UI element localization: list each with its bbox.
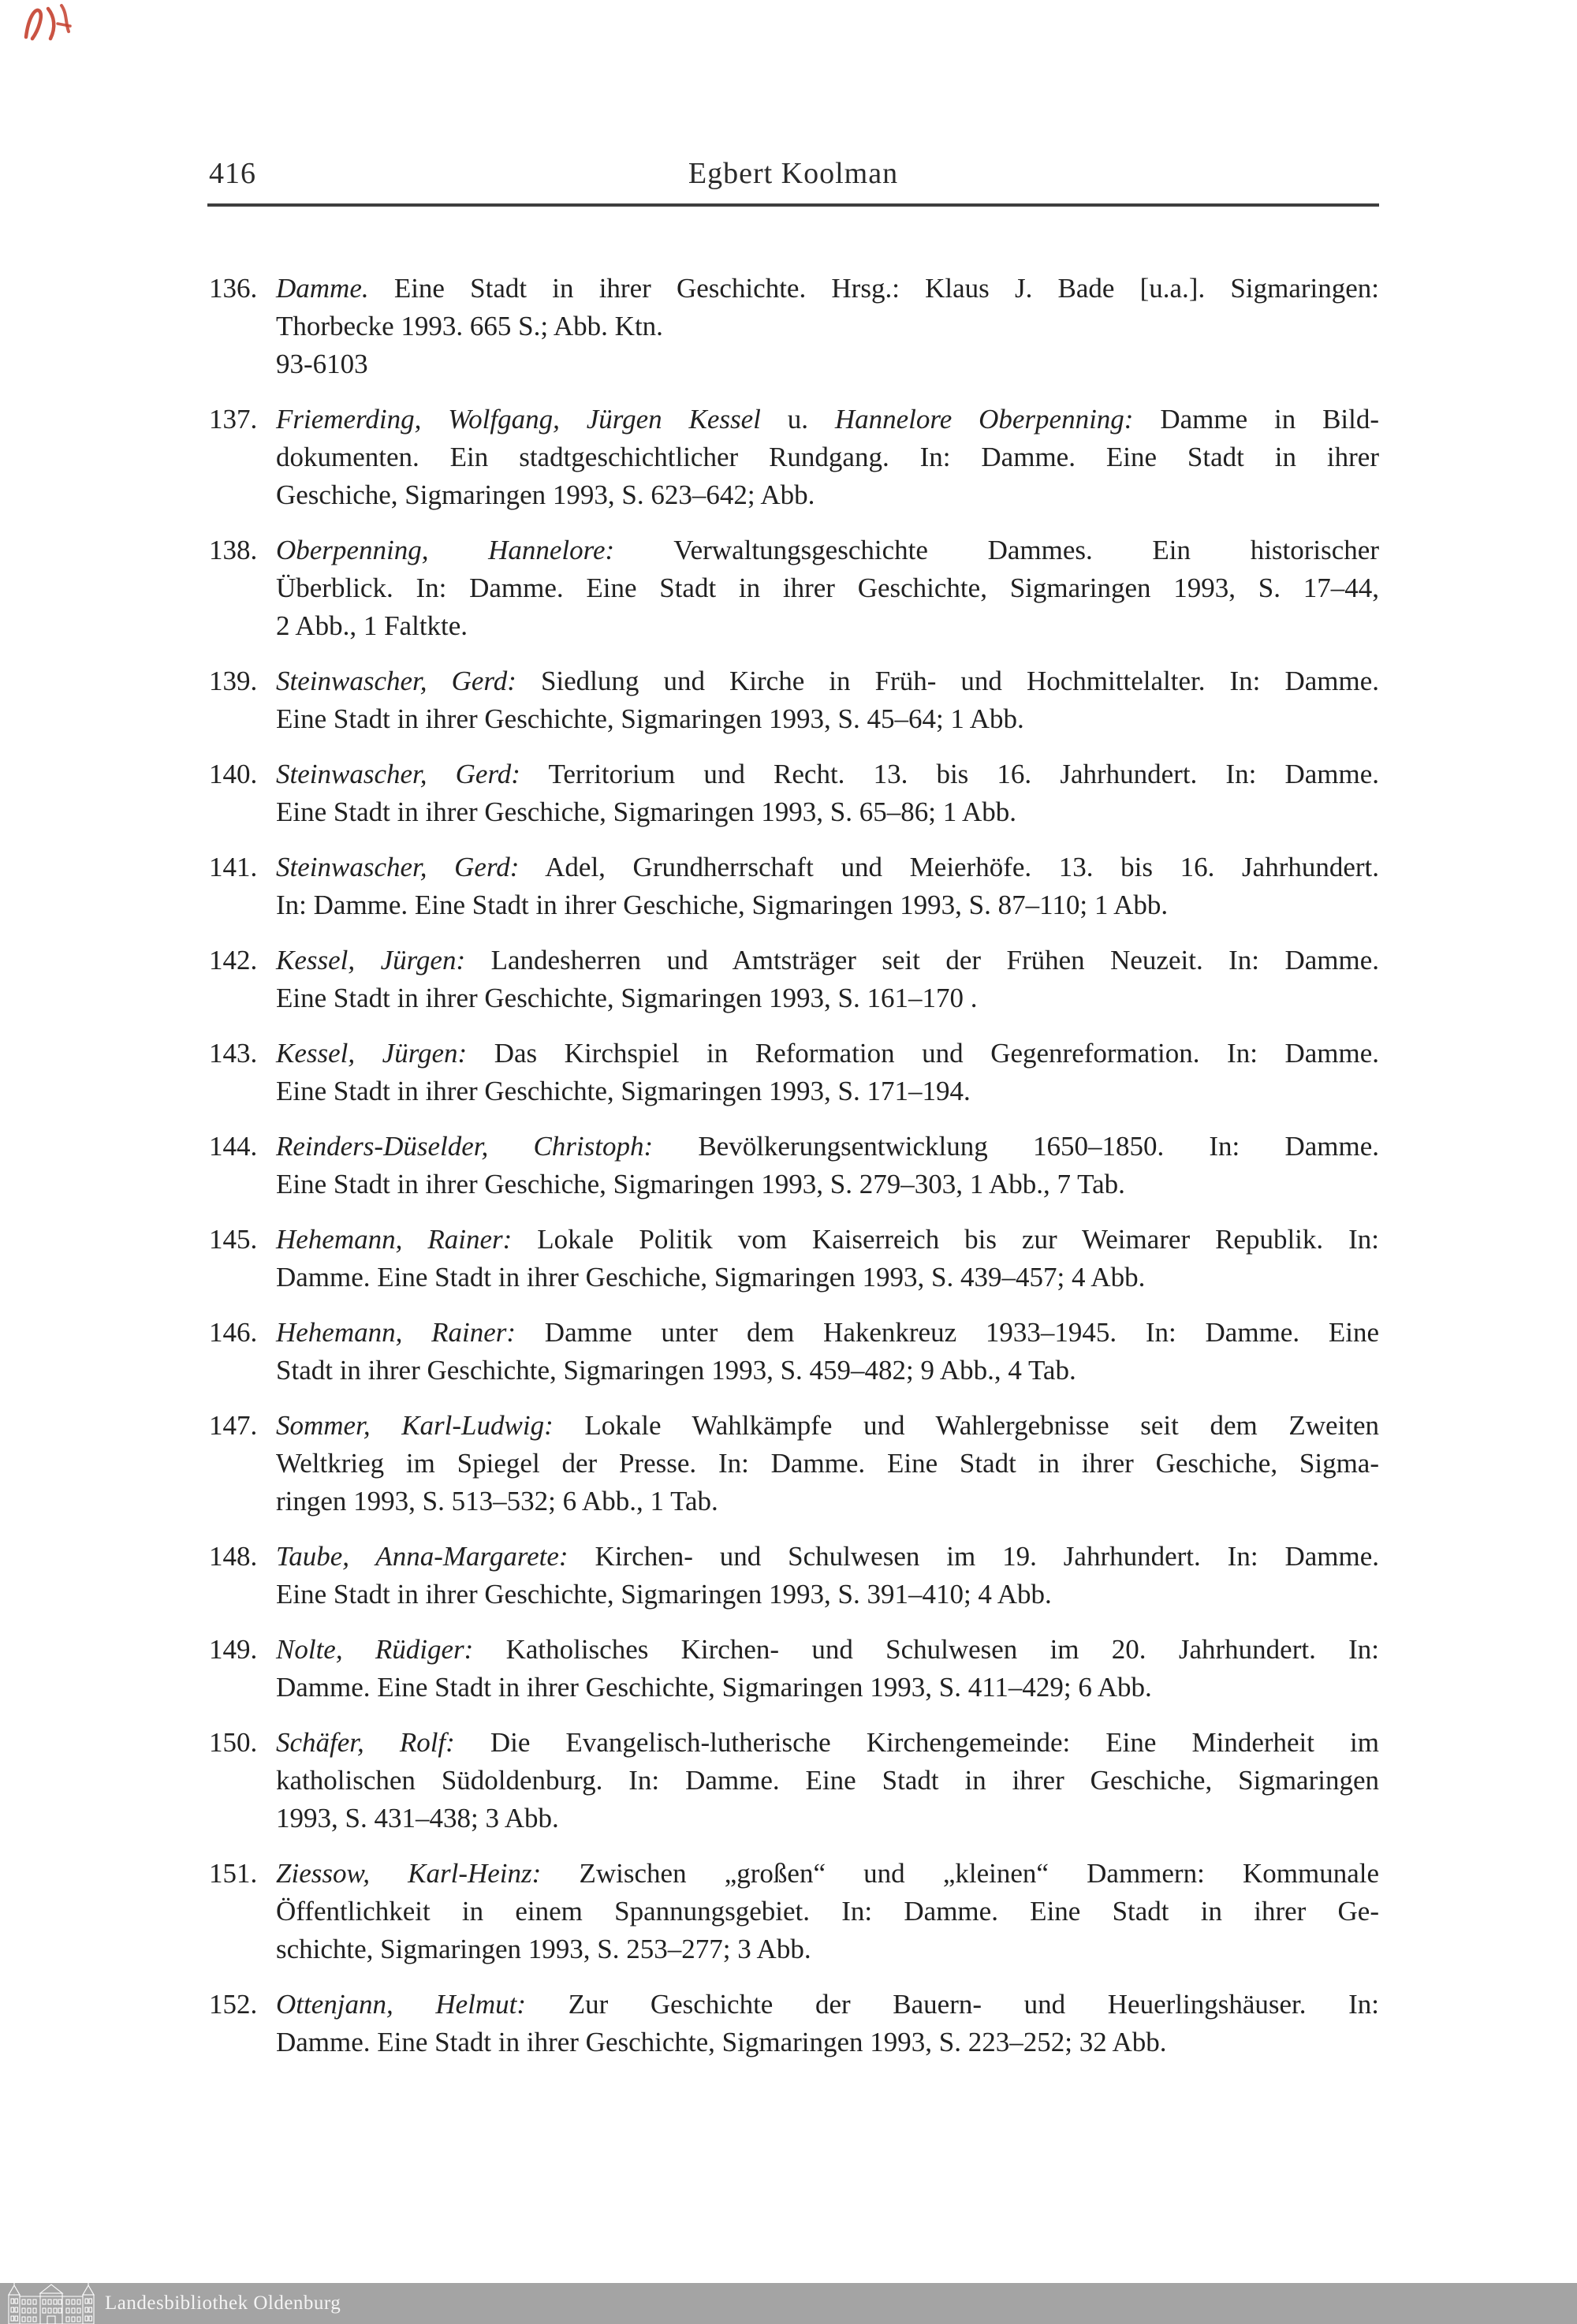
entry-line: 2 Abb., 1 Faltkte.: [276, 610, 468, 641]
entry-number: 150.: [209, 1727, 258, 1758]
entry-line: dokumenten. Ein stadtgeschichtlicher Rundgang. In: Damme. Eine Stadt in ihrer: [276, 442, 1379, 472]
entry-line: Kessel, Jürgen: Das Kirchspiel in Reformation und Gegenreformation. In: Damme.: [276, 1038, 1379, 1069]
entry-line: schichte, Sigmaringen 1993, S. 253–277; 3 Abb.: [276, 1934, 811, 1964]
entry-number: 148.: [209, 1541, 258, 1572]
entry-number: 147.: [209, 1410, 258, 1441]
entry-line: Überblick. In: Damme. Eine Stadt in ihrer Geschichte, Sigmaringen 1993, S. 17–44,: [276, 573, 1379, 603]
header-rule: [207, 203, 1379, 207]
running-header: Egbert Koolman: [688, 157, 899, 190]
entry-line: Taube, Anna-Margarete: Kirchen- und Schulwesen im 19. Jahrhundert. In: Damme.: [276, 1541, 1379, 1572]
bib-entry: [207, 1314, 1379, 1390]
bib-entry: [207, 1986, 1379, 2061]
entry-line: Damme. Eine Stadt in ihrer Geschichte, Sigmaringen 1993, S. 411–429; 6 Abb.: [276, 1672, 1152, 1703]
entry-number: 144.: [209, 1131, 258, 1162]
entry-line: Damme. Eine Stadt in ihrer Geschiche, Sigmaringen 1993, S. 439–457; 4 Abb.: [276, 1262, 1146, 1293]
entry-line: Eine Stadt in ihrer Geschichte, Sigmaringen 1993, S. 161–170 .: [276, 983, 978, 1013]
entry-number: 152.: [209, 1989, 258, 2020]
bib-entry: [207, 1221, 1379, 1296]
entry-line: Thorbecke 1993. 665 S.; Abb. Ktn.: [276, 311, 663, 341]
entry-line: Nolte, Rüdiger: Katholisches Kirchen- und Schulwesen im 20. Jahrhundert. In:: [276, 1634, 1379, 1665]
entry-number: 146.: [209, 1317, 258, 1348]
bib-entry: [207, 1724, 1379, 1837]
red-ink-marks-icon: [21, 2, 77, 47]
entry-line: Eine Stadt in ihrer Geschiche, Sigmaringen 1993, S. 65–86; 1 Abb.: [276, 796, 1017, 827]
entry-number: 149.: [209, 1634, 258, 1665]
entry-line: Geschiche, Sigmaringen 1993, S. 623–642; Abb.: [276, 479, 815, 510]
bib-entry: [207, 1035, 1379, 1110]
page-number: 416: [209, 157, 256, 190]
entry-line: Ottenjann, Helmut: Zur Geschichte der Bauern- und Heuerlingshäuser. In:: [276, 1989, 1379, 2020]
entry-line: katholischen Südoldenburg. In: Damme. Eine Stadt in ihrer Geschiche, Sigmaringen: [276, 1765, 1379, 1796]
bib-entry: [207, 1538, 1379, 1613]
entry-line: Eine Stadt in ihrer Geschichte, Sigmaringen 1993, S. 171–194.: [276, 1076, 971, 1106]
page-content: [207, 0, 1379, 2079]
entry-number: 141.: [209, 852, 258, 882]
entry-line: Schäfer, Rolf: Die Evangelisch-lutherische Kirchengemeinde: Eine Minderheit im: [276, 1727, 1379, 1758]
library-name: Landesbibliothek Oldenburg: [105, 2292, 341, 2314]
bib-entry: [207, 662, 1379, 738]
entry-line: Steinwascher, Gerd: Territorium und Recht. 13. bis 16. Jahrhundert. In: Damme.: [276, 759, 1379, 789]
entry-line: ringen 1993, S. 513–532; 6 Abb., 1 Tab.: [276, 1486, 718, 1516]
bib-entry: [207, 532, 1379, 645]
entry-line: Eine Stadt in ihrer Geschichte, Sigmaringen 1993, S. 45–64; 1 Abb.: [276, 703, 1024, 734]
bib-entry: [207, 1855, 1379, 1968]
bib-entry: [207, 942, 1379, 1017]
bib-entry: [207, 849, 1379, 924]
entry-number: 143.: [209, 1038, 258, 1069]
entry-line: Damme. Eine Stadt in ihrer Geschichte, Sigmaringen 1993, S. 223–252; 32 Abb.: [276, 2027, 1167, 2057]
page-header: [207, 156, 1379, 192]
entry-number: 145.: [209, 1224, 258, 1255]
entry-number: 138.: [209, 535, 258, 565]
entry-line: 93-6103: [276, 349, 368, 379]
entry-line: Oberpenning, Hannelore: Verwaltungsgeschichte Dammes. Ein historischer: [276, 535, 1379, 565]
entry-line: Eine Stadt in ihrer Geschiche, Sigmaringen 1993, S. 279–303, 1 Abb., 7 Tab.: [276, 1169, 1125, 1199]
entry-line: Sommer, Karl-Ludwig: Lokale Wahlkämpfe und Wahlergebnisse seit dem Zweiten: [276, 1410, 1379, 1441]
entry-number: 142.: [209, 945, 258, 975]
bibliography-list: [207, 270, 1379, 2061]
entry-line: Eine Stadt in ihrer Geschichte, Sigmaringen 1993, S. 391–410; 4 Abb.: [276, 1579, 1052, 1610]
bib-entry: [207, 270, 1379, 383]
entry-line: Steinwascher, Gerd: Siedlung und Kirche in Früh- und Hochmittelalter. In: Damme.: [276, 666, 1380, 696]
bib-entry: [207, 1631, 1379, 1707]
bib-entry: [207, 401, 1379, 514]
entry-number: 137.: [209, 404, 258, 435]
entry-line: Weltkrieg im Spiegel der Presse. In: Damme. Eine Stadt in ihrer Geschiche, Sigma-: [276, 1448, 1379, 1479]
library-building-icon: [6, 2283, 96, 2324]
entry-number: 139.: [209, 666, 258, 696]
entry-number: 151.: [209, 1858, 258, 1889]
entry-line: Reinders-Düselder, Christoph: Bevölkerungsentwicklung 1650–1850. In: Damme.: [276, 1131, 1379, 1162]
footer-bar: [0, 2283, 1577, 2324]
entry-line: Damme. Eine Stadt in ihrer Geschichte. Hrsg.: Klaus J. Bade [u.a.]. Sigmaringen:: [276, 273, 1379, 304]
bib-entry: [207, 755, 1379, 831]
entry-line: Friemerding, Wolfgang, Jürgen Kessel u. Hannelore Oberpenning: Damme in Bild-: [276, 404, 1380, 435]
entry-line: Steinwascher, Gerd: Adel, Grundherrschaft und Meierhöfe. 13. bis 16. Jahrhundert.: [276, 852, 1380, 882]
entry-number: 140.: [209, 759, 258, 789]
entry-line: Stadt in ihrer Geschichte, Sigmaringen 1993, S. 459–482; 9 Abb., 4 Tab.: [276, 1355, 1076, 1386]
entry-line: Hehemann, Rainer: Damme unter dem Hakenkreuz 1933–1945. In: Damme. Eine: [276, 1317, 1379, 1348]
entry-line: Kessel, Jürgen: Landesherren und Amtsträger seit der Frühen Neuzeit. In: Damme.: [276, 945, 1379, 975]
entry-line: Hehemann, Rainer: Lokale Politik vom Kaiserreich bis zur Weimarer Republik. In:: [276, 1224, 1379, 1255]
entry-line: 1993, S. 431–438; 3 Abb.: [276, 1803, 559, 1833]
bib-entry: [207, 1407, 1379, 1520]
bib-entry: [207, 1128, 1379, 1203]
entry-line: Öffentlichkeit in einem Spannungsgebiet. In: Damme. Eine Stadt in ihrer Ge-: [276, 1896, 1379, 1927]
entry-line: Ziessow, Karl-Heinz: Zwischen „großen“ und „kleinen“ Dammern: Kommunale: [276, 1858, 1380, 1889]
entry-line: In: Damme. Eine Stadt in ihrer Geschiche, Sigmaringen 1993, S. 87–110; 1 Abb.: [276, 890, 1169, 920]
entry-number: 136.: [209, 273, 258, 304]
